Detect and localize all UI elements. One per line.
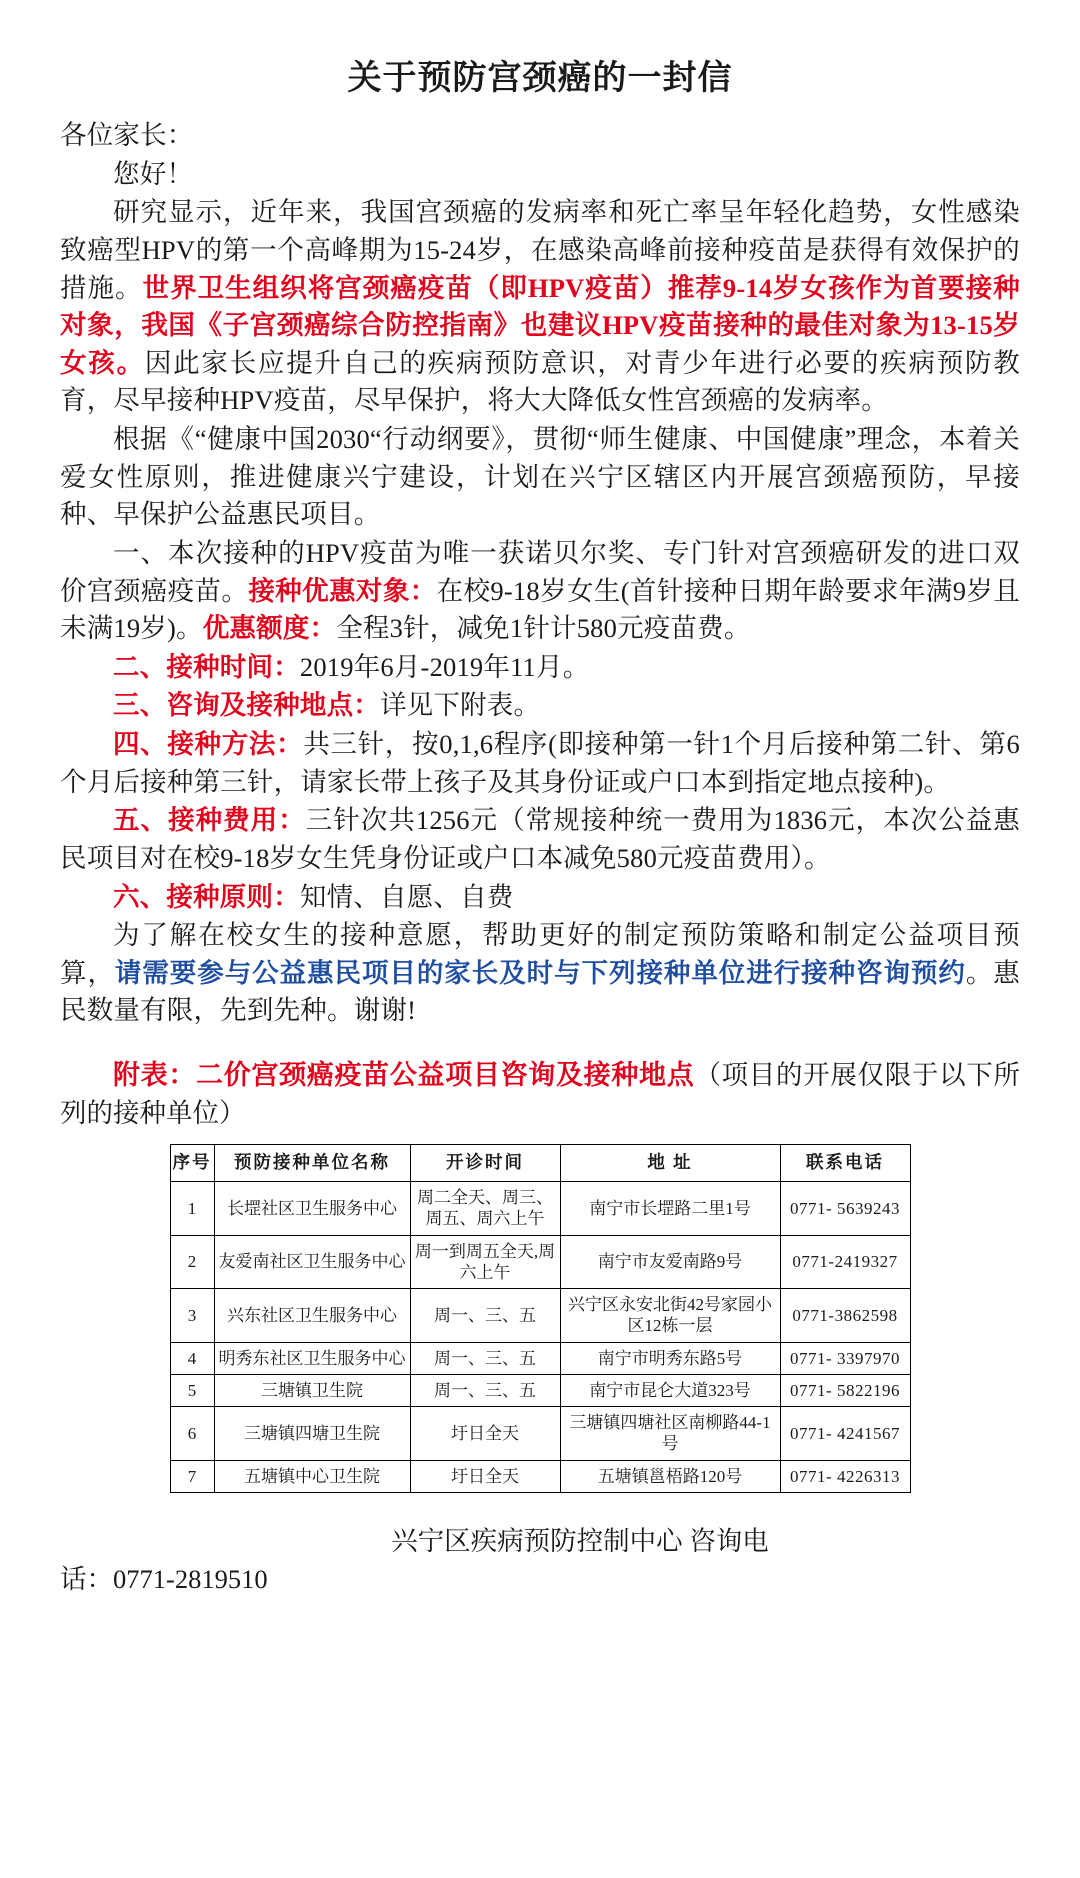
- table-row: [170, 1374, 910, 1406]
- item-one-prefix: 一、本次接种的HPV疫苗为唯一获诺贝尔奖、专门针对宫颈癌研发的进口双价宫颈癌疫苗。: [60, 537, 1020, 606]
- cell-no: 1: [170, 1182, 214, 1236]
- cell-address: 五塘镇邕梧路120号: [560, 1460, 780, 1492]
- item-one-tail: 全程3针，减免1针计580元疫苗费。: [336, 613, 751, 644]
- cell-time: 圩日全天: [410, 1407, 560, 1461]
- column-header-phone: 联系电话: [780, 1145, 910, 1182]
- vaccination-sites-table: [170, 1144, 911, 1493]
- table-row: [170, 1289, 910, 1343]
- cell-name: 三塘镇四塘卫生院: [214, 1407, 410, 1461]
- column-header-name: 预防接种单位名称: [214, 1145, 410, 1182]
- cell-name: 明秀东社区卫生服务中心: [214, 1342, 410, 1374]
- cell-phone: 0771- 3397970: [780, 1342, 910, 1374]
- item-one-middle: 在校9-18岁女生(首针接种日期年龄要求年满9岁且未满19岁)。: [60, 575, 1020, 644]
- footer-organization: 兴宁区疾病预防控制中心 咨询电: [391, 1525, 769, 1556]
- table-row: [170, 1182, 910, 1236]
- greeting: 您好！: [113, 158, 194, 189]
- cell-name: 五塘镇中心卫生院: [214, 1460, 410, 1492]
- cell-no: 6: [170, 1407, 214, 1461]
- item-one-label-target: 接种优惠对象：: [248, 575, 437, 606]
- cell-name: 友爱南社区卫生服务中心: [214, 1235, 410, 1289]
- letter-body: [60, 117, 1020, 1030]
- document-footer: [60, 1523, 1020, 1598]
- item-six-label: 六、接种原则：: [113, 881, 300, 912]
- item-five: [60, 802, 1020, 877]
- item-two-value: 2019年6月-2019年11月。: [299, 651, 590, 682]
- attachment-heading: [60, 1056, 1020, 1132]
- column-header-no: 序号: [170, 1145, 214, 1182]
- cell-phone: 0771-2419327: [780, 1235, 910, 1289]
- table-row: [170, 1342, 910, 1374]
- item-six-value: 知情、自愿、自费: [299, 881, 514, 912]
- cell-phone: 0771- 4241567: [780, 1407, 910, 1461]
- cell-phone: 0771- 5822196: [780, 1374, 910, 1406]
- cell-no: 3: [170, 1289, 214, 1343]
- paragraph-policy: 根据《“健康中国2030“行动纲要》，贯彻“师生健康、中国健康”理念，本着关爱女性原则，推进健康兴宁建设，计划在兴宁区辖区内开展宫颈癌预防，早接种、早保护公益惠民项目。: [60, 424, 1020, 530]
- column-header-time: 开诊时间: [410, 1145, 560, 1182]
- item-four-label: 四、接种方法：: [113, 729, 304, 759]
- page-title: 关于预防宫颈癌的一封信: [347, 60, 733, 97]
- column-header-address: 地 址: [560, 1145, 780, 1182]
- cell-address: 南宁市友爱南路9号: [560, 1235, 780, 1289]
- table-row: [170, 1407, 910, 1461]
- closing-highlight: 请需要参与公益惠民项目的家长及时与下列接种单位进行接种咨询预约: [114, 957, 966, 988]
- cell-name: 兴东社区卫生服务中心: [214, 1289, 410, 1343]
- cell-time: 周一到周五全天,周六上午: [410, 1235, 560, 1289]
- item-five-label: 五、接种费用：: [113, 805, 306, 836]
- item-five-value: 三针次共1256元（常规接种统一费用为1836元，本次公益惠民项目对在校9-18岁女生凭身份证或户口本减免580元疫苗费用）。: [60, 805, 1021, 873]
- table-row: [170, 1460, 910, 1492]
- cell-no: 7: [170, 1460, 214, 1492]
- cell-time: 周一、三、五: [410, 1289, 560, 1343]
- attachment-title: 附表：二价宫颈癌疫苗公益项目咨询及接种地点: [113, 1060, 695, 1090]
- table-row: [170, 1235, 910, 1289]
- cell-name: 长堽社区卫生服务中心: [214, 1182, 410, 1236]
- item-three-value: 详见下附表。: [380, 690, 541, 721]
- table-header-row: [170, 1145, 910, 1182]
- paragraph-background: [60, 194, 1020, 420]
- item-one-label-discount: 优惠额度：: [202, 613, 337, 644]
- cell-phone: 0771- 4226313: [780, 1460, 910, 1492]
- cell-time: 圩日全天: [410, 1460, 560, 1492]
- paragraph-background-part1: 研究显示，近年来，我国宫颈癌的发病率和死亡率呈年轻化趋势，女性感染致癌型HPV的第一个高峰期为15-24岁，在感染高峰前接种疫苗是获得有效保护的措施。: [60, 197, 1020, 303]
- item-three: [60, 687, 1020, 725]
- item-four-value: 共三针，按0,1,6程序(即接种第一针1个月后接种第二针、第6个月后接种第三针，请家长带上孩子及其身份证或户口本到指定地点接种)。: [60, 729, 1020, 797]
- footer-phone: 话：0771-2819510: [60, 1563, 268, 1594]
- paragraph-background-part2: 因此家长应提升自己的疾病预防意识，对青少年进行必要的疾病预防教育，尽早接种HPV疫苗，尽早保护，将大大降低女性宫颈癌的发病率。: [60, 347, 1021, 416]
- cell-name: 三塘镇卫生院: [214, 1374, 410, 1406]
- salutation: 各位家长：: [60, 120, 194, 150]
- closing-part2: 。惠民数量有限，先到先种。谢谢!: [60, 957, 1020, 1026]
- cell-address: 兴宁区永安北街42号家园小区12栋一层: [560, 1289, 780, 1343]
- cell-phone: 0771- 5639243: [780, 1182, 910, 1236]
- item-six: [60, 879, 1020, 917]
- cell-no: 2: [170, 1235, 214, 1289]
- cell-address: 南宁市昆仑大道323号: [560, 1374, 780, 1406]
- closing-part1: 为了解在校女生的接种意愿，帮助更好的制定预防策略和制定公益项目预算，: [60, 920, 1020, 988]
- item-three-label: 三、咨询及接种地点：: [113, 690, 380, 721]
- cell-address: 南宁市长堽路二里1号: [560, 1182, 780, 1236]
- item-two-label: 二、接种时间：: [113, 651, 300, 682]
- cell-time: 周一、三、五: [410, 1374, 560, 1406]
- attachment-note: （项目的开展仅限于以下所列的接种单位）: [60, 1060, 1020, 1128]
- closing-paragraph: [60, 917, 1020, 1030]
- cell-phone: 0771-3862598: [780, 1289, 910, 1343]
- cell-address: 南宁市明秀东路5号: [560, 1342, 780, 1374]
- item-four: [60, 726, 1020, 801]
- cell-no: 4: [170, 1342, 214, 1374]
- cell-no: 5: [170, 1374, 214, 1406]
- item-one: [60, 535, 1020, 648]
- item-two: [60, 649, 1020, 687]
- cell-time: 周二全天、周三、周五、周六上午: [410, 1182, 560, 1236]
- cell-time: 周一、三、五: [410, 1342, 560, 1374]
- cell-address: 三塘镇四塘社区南柳路44-1号: [560, 1407, 780, 1461]
- paragraph-background-highlight: 世界卫生组织将宫颈癌疫苗（即HPV疫苗）推荐9-14岁女孩作为首要接种对象，我国《子宫颈癌综合防控指南》也建议HPV疫苗接种的最佳对象为13-15岁女孩。: [60, 272, 1020, 378]
